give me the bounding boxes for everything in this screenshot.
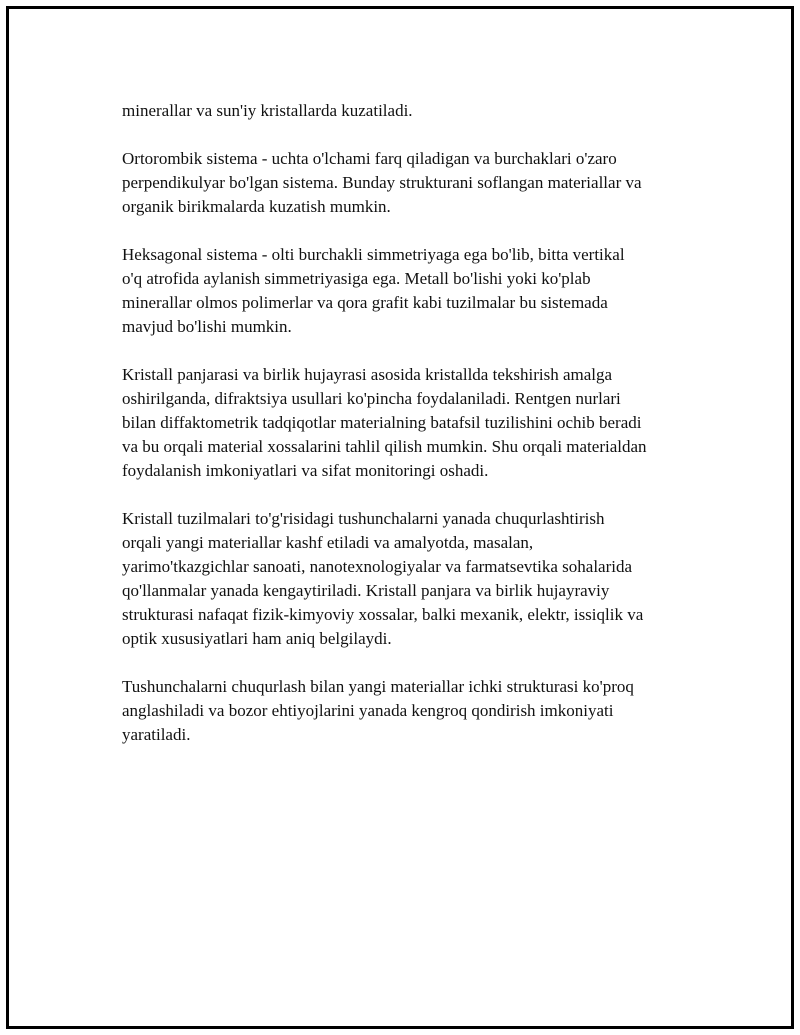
text-line: va bu orqali material xossalarini tahlil qilish mumkin. Shu orqali materialdan: [122, 437, 647, 456]
text-line: yaratiladi.: [122, 725, 191, 744]
text-line: Kristall tuzilmalari to'g'risidagi tushunchalarni yanada chuqurlashtirish: [122, 509, 605, 528]
text-line: Tushunchalarni chuqurlash bilan yangi materiallar ichki strukturasi ko'proq: [122, 677, 634, 696]
paragraph-6: [122, 675, 722, 747]
page-frame: [6, 6, 794, 1029]
text-line: optik xususiyatlari ham aniq belgilaydi.: [122, 629, 392, 648]
text-line: foydalanish imkoniyatlari va sifat monitoringi oshadi.: [122, 461, 489, 480]
text-line: Heksagonal sistema - olti burchakli simmetriyaga ega bo'lib, bitta vertikal: [122, 245, 625, 264]
text-line: Kristall panjarasi va birlik hujayrasi asosida kristallda tekshirish amalga: [122, 365, 613, 384]
text-line: orqali yangi materiallar kashf etiladi va amalyotda, masalan,: [122, 533, 534, 552]
paragraph-4: [122, 363, 722, 483]
text-line: perpendikulyar bo'lgan sistema. Bunday strukturani soflangan materiallar va: [122, 173, 642, 192]
text-line: bilan diffaktometrik tadqiqotlar materialning batafsil tuzilishini ochib beradi: [122, 413, 642, 432]
text-line: organik birikmalarda kuzatish mumkin.: [122, 197, 391, 216]
text-line: Ortorombik sistema - uchta o'lchami farq qiladigan va burchaklari o'zaro: [122, 149, 617, 168]
text-line: qo'llanmalar yanada kengaytiriladi. Kristall panjara va birlik hujayraviy: [122, 581, 610, 600]
paragraph-5: [122, 507, 722, 651]
text-line: minerallar va sun'iy kristallarda kuzatiladi.: [122, 101, 413, 120]
text-line: minerallar olmos polimerlar va qora grafit kabi tuzilmalar bu sistemada: [122, 293, 608, 312]
text-line: oshirilganda, difraktsiya usullari ko'pincha foydalaniladi. Rentgen nurlari: [122, 389, 621, 408]
paragraph-3: [122, 243, 722, 339]
text-line: anglashiladi va bozor ehtiyojlarini yanada kengroq qondirish imkoniyati: [122, 701, 614, 720]
text-line: mavjud bo'lishi mumkin.: [122, 317, 292, 336]
document-body: [122, 99, 722, 771]
paragraph-1: [122, 99, 722, 123]
paragraph-2: [122, 147, 722, 219]
text-line: strukturasi nafaqat fizik-kimyoviy xossalar, balki mexanik, elektr, issiqlik va: [122, 605, 644, 624]
text-line: yarimo'tkazgichlar sanoati, nanotexnologiyalar va farmatsevtika sohalarida: [122, 557, 633, 576]
text-line: o'q atrofida aylanish simmetriyasiga ega. Metall bo'lishi yoki ko'plab: [122, 269, 591, 288]
